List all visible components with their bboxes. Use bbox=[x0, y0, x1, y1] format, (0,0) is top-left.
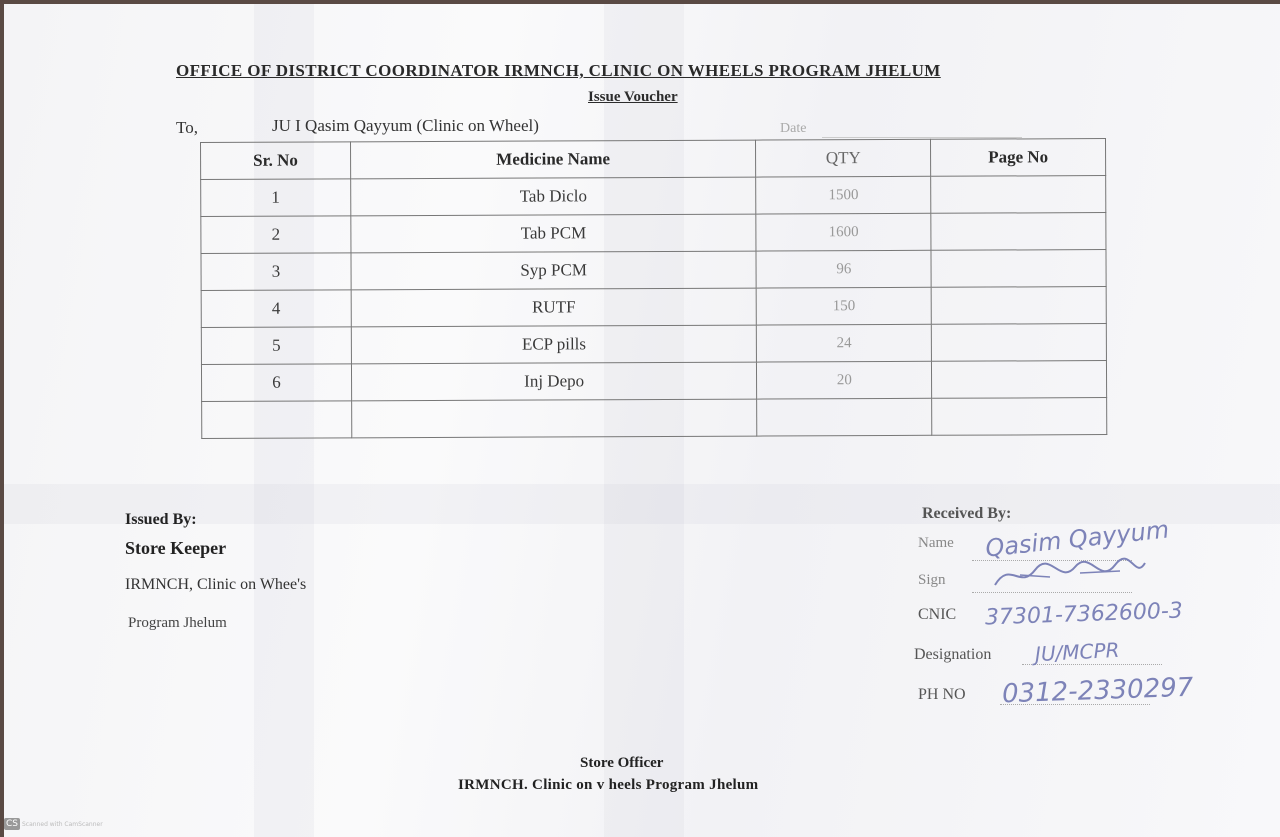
table-row-empty bbox=[202, 398, 1107, 439]
cell-sr bbox=[202, 401, 352, 439]
designation-handwriting: JU/MCPR bbox=[1034, 637, 1121, 667]
cell-qty: 1600 bbox=[756, 213, 931, 251]
cell-medicine: Inj Depo bbox=[351, 362, 757, 401]
recipient-name: JU I Qasim Qayyum (Clinic on Wheel) bbox=[272, 116, 539, 135]
table-row bbox=[201, 176, 1106, 217]
cell-sr: 2 bbox=[201, 216, 351, 254]
header-sr-no: Sr. No bbox=[201, 142, 351, 180]
table-row bbox=[201, 250, 1106, 291]
camscanner-logo: CS bbox=[6, 819, 18, 829]
cell-medicine: Tab PCM bbox=[351, 214, 757, 253]
signature-scribble bbox=[990, 555, 1150, 595]
header-qty: QTY bbox=[756, 139, 931, 177]
name-handwriting: Qasim Qayyum bbox=[984, 515, 1171, 563]
to-label: To, bbox=[176, 118, 198, 137]
table-row bbox=[201, 213, 1106, 254]
cell-sr: 4 bbox=[201, 290, 351, 328]
cnic-handwriting: 37301-7362600-3 bbox=[984, 598, 1184, 631]
cell-page bbox=[931, 250, 1106, 288]
document-title: OFFICE OF DISTRICT COORDINATOR IRMNCH, CLINIC ON WHEELS PROGRAM JHELUM bbox=[176, 61, 941, 80]
cell-qty: 96 bbox=[756, 250, 931, 288]
issued-by-label: Issued By: bbox=[125, 511, 197, 528]
phone-handwriting: 0312-2330297 bbox=[1001, 672, 1194, 710]
cell-qty: 20 bbox=[757, 361, 932, 399]
cell-sr: 3 bbox=[201, 253, 351, 291]
issuer-role: Store Keeper bbox=[125, 538, 227, 558]
table-header-row bbox=[201, 139, 1106, 180]
table-row bbox=[201, 287, 1106, 328]
cell-page bbox=[931, 287, 1106, 325]
name-label: Name bbox=[918, 535, 954, 551]
sign-label: Sign bbox=[918, 572, 946, 588]
issuer-program: Program Jhelum bbox=[128, 615, 227, 631]
camscanner-watermark: Scanned with CamScanner bbox=[22, 821, 103, 828]
cell-page bbox=[931, 213, 1106, 251]
cell-qty: 150 bbox=[756, 287, 931, 325]
cell-qty: 1500 bbox=[756, 176, 931, 214]
cell-page bbox=[932, 398, 1107, 436]
table-row bbox=[201, 361, 1106, 402]
cell-sr: 5 bbox=[201, 327, 351, 365]
cell-medicine: Syp PCM bbox=[351, 251, 757, 290]
footer-store-officer: Store Officer bbox=[580, 755, 664, 771]
received-by-label: Received By: bbox=[922, 505, 1012, 522]
cell-medicine: RUTF bbox=[351, 288, 757, 327]
cell-medicine bbox=[351, 399, 757, 438]
cell-medicine: Tab Diclo bbox=[350, 177, 756, 216]
medicine-table bbox=[200, 138, 1107, 439]
header-medicine-name: Medicine Name bbox=[350, 140, 756, 179]
phone-label: PH NO bbox=[918, 686, 966, 703]
cell-sr: 1 bbox=[201, 179, 351, 217]
cell-qty bbox=[757, 398, 932, 436]
cell-qty: 24 bbox=[757, 324, 932, 362]
footer-program: IRMNCH. Clinic on v heels Program Jhelum bbox=[458, 777, 759, 793]
date-label: Date bbox=[780, 121, 807, 136]
cell-sr: 6 bbox=[201, 364, 351, 402]
header-page-no: Page No bbox=[931, 139, 1106, 177]
table-row bbox=[201, 324, 1106, 365]
cell-page bbox=[931, 176, 1106, 214]
designation-label: Designation bbox=[914, 646, 992, 663]
cell-medicine: ECP pills bbox=[351, 325, 757, 364]
cell-page bbox=[931, 324, 1106, 362]
issuer-organization: IRMNCH, Clinic on Whee's bbox=[125, 576, 307, 593]
cell-page bbox=[932, 361, 1107, 399]
cnic-label: CNIC bbox=[918, 606, 957, 623]
voucher-subtitle: Issue Voucher bbox=[588, 89, 678, 105]
